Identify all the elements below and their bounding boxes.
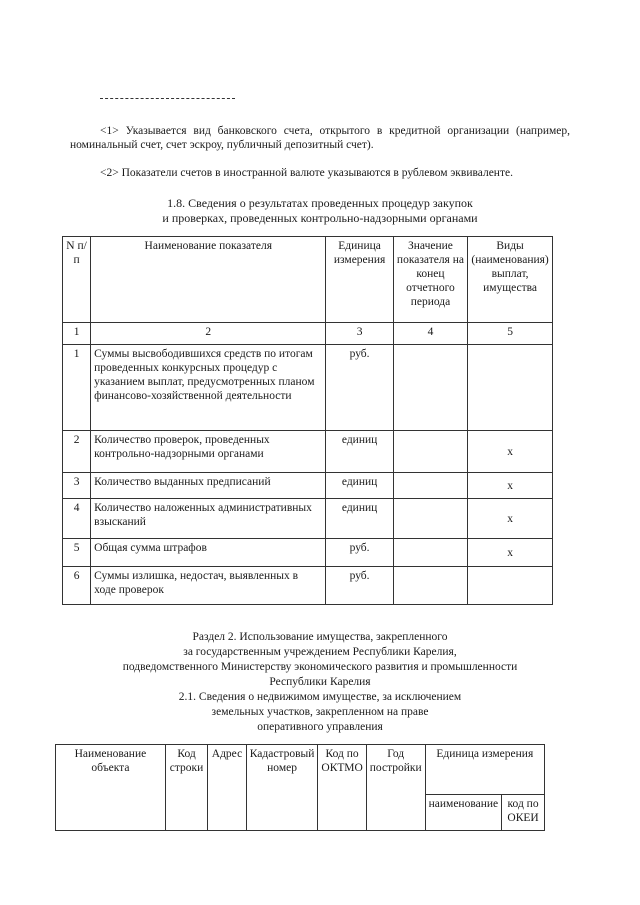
row-num: 1 — [63, 345, 91, 431]
row-kind: x — [468, 473, 553, 499]
real-estate-table — [55, 744, 545, 831]
row-num: 2 — [63, 431, 91, 473]
table-row — [63, 473, 553, 499]
table2-header-row — [56, 745, 545, 795]
table-row — [63, 567, 553, 605]
section-2-1-title-line2: земельных участков, закрепленном на праве — [211, 706, 429, 718]
col-number: 5 — [468, 323, 553, 345]
col-number: 4 — [393, 323, 467, 345]
header-num: N п/п — [63, 237, 91, 323]
row-unit: единиц — [326, 431, 393, 473]
column-number-row — [63, 323, 553, 345]
row-value — [393, 345, 467, 431]
row-kind — [468, 567, 553, 605]
section-2-line4: Республики Карелия — [269, 676, 371, 688]
section-2-line1: Раздел 2. Использование имущества, закрепленного — [192, 631, 448, 643]
table-row — [63, 499, 553, 539]
col-number: 1 — [63, 323, 91, 345]
section-1-8-title-line1: 1.8. Сведения о результатах проведенных процедур закупок — [167, 196, 473, 210]
row-unit: руб. — [326, 345, 393, 431]
section-2-line2: за государственным учреждением Республики Карелия, — [183, 646, 457, 658]
row-unit: единиц — [326, 499, 393, 539]
header-unit-of-measure: Единица измерения — [425, 745, 544, 795]
table-header-row — [63, 237, 553, 323]
row-num: 4 — [63, 499, 91, 539]
row-name: Количество наложенных административных взысканий — [91, 499, 326, 539]
row-name: Суммы высвободившихся средств по итогам проведенных конкурсных процедур с указанием выплат, предусмотренных планом финансово-хозяйственной деятельности — [91, 345, 326, 431]
row-name: Количество выданных предписаний — [91, 473, 326, 499]
header-object-name: Наименование объекта — [56, 745, 166, 831]
table-row — [63, 431, 553, 473]
row-num: 6 — [63, 567, 91, 605]
section-2-1-title-line3: оперативного управления — [257, 721, 383, 733]
row-value — [393, 431, 467, 473]
section-2-line3: подведомственного Министерству экономического развития и промышленности — [122, 661, 518, 673]
header-address: Адрес — [208, 745, 247, 831]
row-value — [393, 473, 467, 499]
row-kind: x — [468, 499, 553, 539]
row-name: Количество проверок, проведенных контрольно-надзорными органами — [91, 431, 326, 473]
row-value — [393, 499, 467, 539]
header-row-code: Код строки — [165, 745, 207, 831]
header-value: Значение показателя на конец отчетного периода — [393, 237, 467, 323]
row-unit: единиц — [326, 473, 393, 499]
subheader-okei-code: код по ОКЕИ — [502, 795, 545, 831]
row-kind: x — [468, 539, 553, 567]
header-kind: Виды (наименования) выплат, имущества — [468, 237, 553, 323]
row-value — [393, 567, 467, 605]
header-construction-year: Год постройки — [366, 745, 425, 831]
col-number: 2 — [91, 323, 326, 345]
table-row — [63, 345, 553, 431]
header-unit: Единица измерения — [326, 237, 393, 323]
results-table — [62, 236, 553, 605]
footnote-2: <2> Показатели счетов в иностранной валюте указываются в рублевом эквиваленте. — [100, 167, 513, 179]
section-2-1-title-line1: 2.1. Сведения о недвижимом имуществе, за исключением — [178, 691, 462, 703]
header-name: Наименование показателя — [91, 237, 326, 323]
subheader-unit-name: наименование — [425, 795, 502, 831]
table-row — [63, 539, 553, 567]
footnote-1: <1> Указывается вид банковского счета, открытого в кредитной организации (например, номинальный счет, счет эскроу, публичный депозитный счет). — [70, 125, 570, 151]
row-kind: x — [468, 431, 553, 473]
footnote-separator — [100, 98, 235, 99]
row-unit: руб. — [326, 539, 393, 567]
section-1-8-title-line2: и проверках, проведенных контрольно-надзорными органами — [162, 211, 478, 225]
row-name: Общая сумма штрафов — [91, 539, 326, 567]
header-cadastral-number: Кадастровый номер — [246, 745, 318, 831]
row-name: Суммы излишка, недостач, выявленных в ходе проверок — [91, 567, 326, 605]
col-number: 3 — [326, 323, 393, 345]
row-unit: руб. — [326, 567, 393, 605]
row-num: 5 — [63, 539, 91, 567]
row-num: 3 — [63, 473, 91, 499]
row-kind — [468, 345, 553, 431]
row-value — [393, 539, 467, 567]
header-oktmo-code: Код по ОКТМО — [318, 745, 366, 831]
